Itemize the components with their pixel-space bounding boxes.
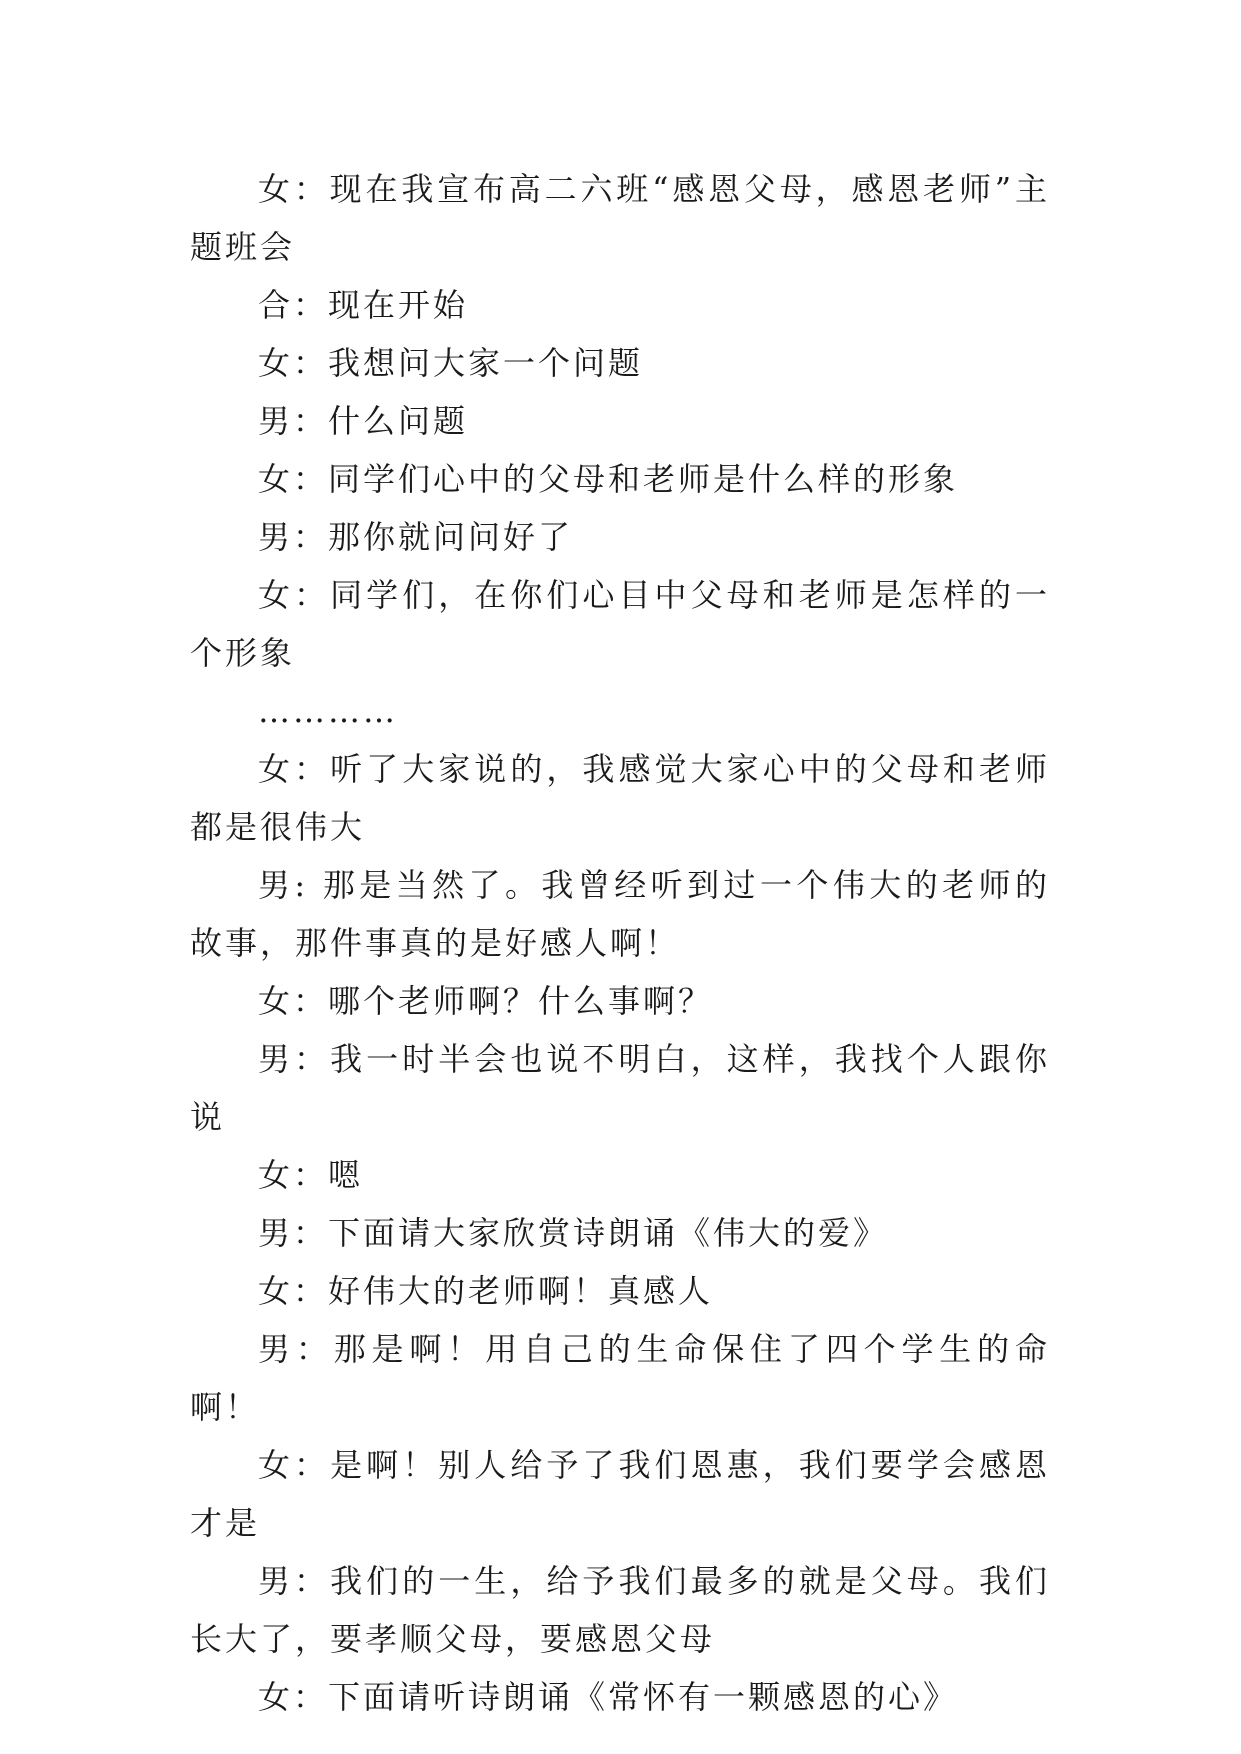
paragraph: 女：是啊！别人给予了我们恩惠，我们要学会感恩才是 [190, 1446, 1050, 1542]
paragraph: 女：我想问大家一个问题 [258, 344, 644, 382]
paragraph: 女：下面请听诗朗诵《常怀有一颗感恩的心》 [258, 1678, 959, 1716]
ellipsis-line: ………… [258, 692, 398, 730]
paragraph: 女：同学们，在你们心目中父母和老师是怎样的一个形象 [190, 576, 1050, 672]
paragraph: 男：下面请大家欣赏诗朗诵《伟大的爱》 [258, 1214, 889, 1252]
paragraph: 女：好伟大的老师啊！真感人 [258, 1272, 714, 1310]
paragraph: 男：那是啊！用自己的生命保住了四个学生的命啊！ [190, 1330, 1050, 1426]
paragraph: 男：我一时半会也说不明白，这样，我找个人跟你说 [190, 1040, 1050, 1136]
paragraph: 女：同学们心中的父母和老师是什么样的形象 [258, 460, 959, 498]
paragraph: 合：现在开始 [258, 286, 469, 324]
paragraph: 男：什么问题 [258, 402, 469, 440]
document-body [190, 160, 1050, 1726]
paragraph: 男：我们的一生，给予我们最多的就是父母。我们长大了，要孝顺父母，要感恩父母 [190, 1562, 1050, 1658]
paragraph: 女：嗯 [258, 1156, 364, 1194]
paragraph: 女：听了大家说的，我感觉大家心中的父母和老师都是很伟大 [190, 750, 1050, 846]
paragraph: 男：那你就问问好了 [258, 518, 574, 556]
paragraph: 女：现在我宣布高二六班“感恩父母，感恩老师”主题班会 [190, 170, 1050, 266]
paragraph: 男: 那是当然了。我曾经听到过一个伟大的老师的故事，那件事真的是好感人啊！ [190, 866, 1050, 962]
paragraph: 女：哪个老师啊？什么事啊？ [258, 982, 714, 1020]
